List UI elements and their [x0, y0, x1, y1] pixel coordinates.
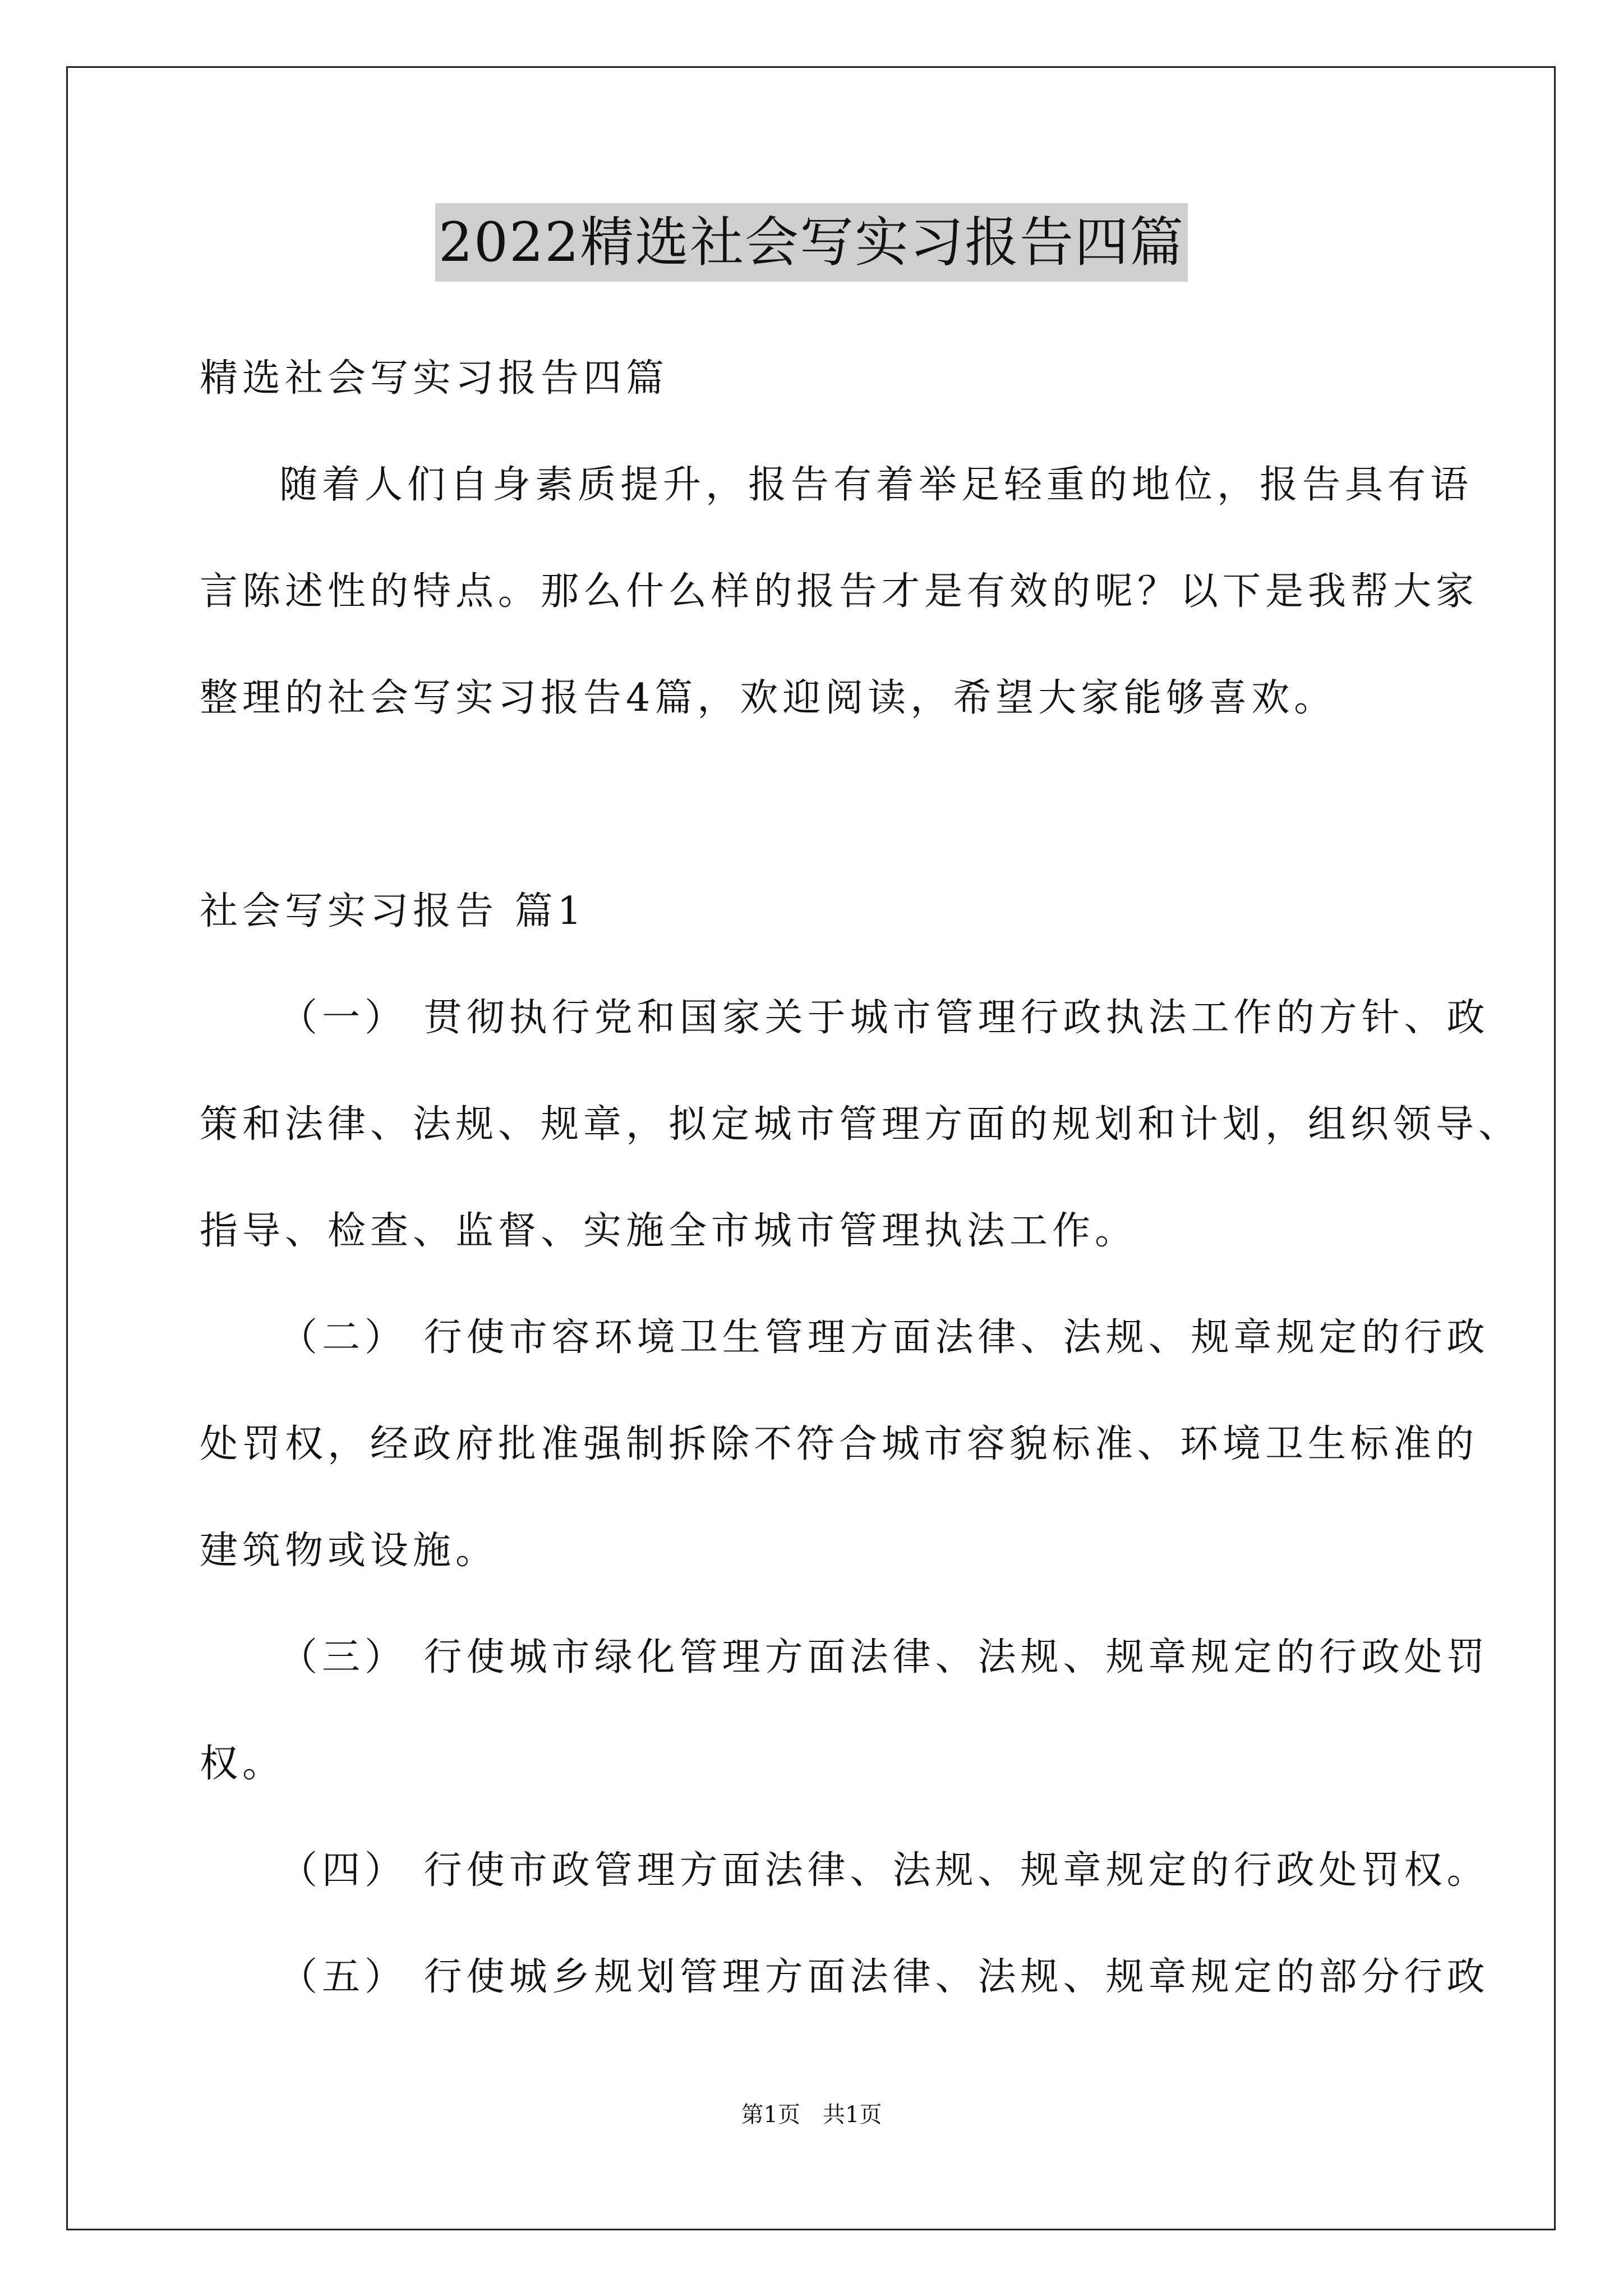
item-5-line-1: （五） 行使城乡规划管理方面法律、法规、规章规定的部分行政	[279, 1955, 1490, 1999]
item-4-line-1: （四） 行使市政管理方面法律、法规、规章规定的行政处罚权。	[279, 1848, 1490, 1893]
section-heading: 社会写实习报告 篇1	[200, 889, 586, 933]
item-1-line-2: 策和法律、法规、规章，拟定城市管理方面的规划和计划，组织领导、	[200, 1102, 1521, 1147]
title-container	[0, 203, 1623, 282]
item-2-line-2: 处罚权，经政府批准强制拆除不符合城市容貌标准、环境卫生标准的	[200, 1422, 1479, 1466]
item-2-line-3: 建筑物或设施。	[200, 1529, 499, 1573]
document-title: 2022精选社会写实习报告四篇	[435, 203, 1188, 282]
document-subtitle: 精选社会写实习报告四篇	[200, 356, 669, 401]
item-1-line-1: （一） 贯彻执行党和国家关于城市管理行政执法工作的方针、政	[279, 996, 1490, 1040]
item-3-line-1: （三） 行使城市绿化管理方面法律、法规、规章规定的行政处罚	[279, 1635, 1490, 1680]
intro-line-3: 整理的社会写实习报告4篇，欢迎阅读，希望大家能够喜欢。	[200, 676, 1337, 720]
intro-line-2: 言陈述性的特点。那么什么样的报告才是有效的呢？以下是我帮大家	[200, 569, 1479, 614]
intro-line-1: 随着人们自身素质提升，报告有着举足轻重的地位，报告具有语	[279, 463, 1473, 507]
page-footer: 第1页 共1页	[741, 2102, 882, 2128]
item-3-line-2: 权。	[200, 1742, 285, 1786]
item-1-line-3: 指导、检查、监督、实施全市城市管理执法工作。	[200, 1209, 1138, 1253]
item-2-line-1: （二） 行使市容环境卫生管理方面法律、法规、规章规定的行政	[279, 1315, 1490, 1360]
